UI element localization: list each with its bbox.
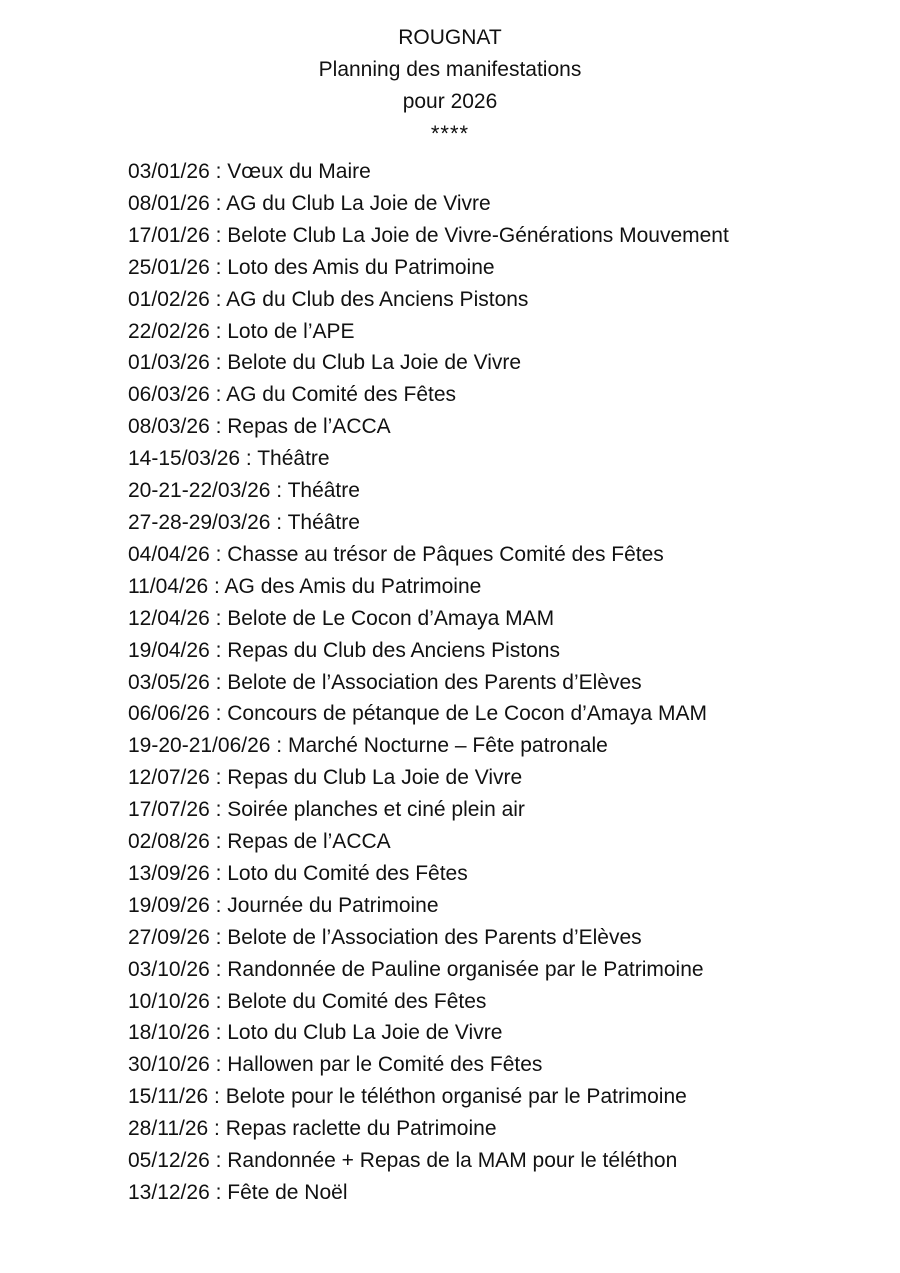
event-item: 13/09/26 : Loto du Comité des Fêtes xyxy=(128,861,468,885)
event-item: 28/11/26 : Repas raclette du Patrimoine xyxy=(128,1117,497,1141)
event-item: 03/05/26 : Belote de l’Association des Parents d’Elèves xyxy=(128,670,642,694)
event-item: 15/11/26 : Belote pour le téléthon organisé par le Patrimoine xyxy=(128,1085,687,1109)
event-item: 11/04/26 : AG des Amis du Patrimoine xyxy=(128,574,482,598)
event-item: 22/02/26 : Loto de l’APE xyxy=(128,319,355,343)
event-item: 12/07/26 : Repas du Club La Joie de Vivre xyxy=(128,766,523,790)
town-name: ROUGNAT xyxy=(398,26,502,49)
event-item: 10/10/26 : Belote du Comité des Fêtes xyxy=(128,989,487,1013)
document-header xyxy=(0,22,900,150)
event-item: 18/10/26 : Loto du Club La Joie de Vivre xyxy=(128,1021,503,1045)
event-item: 04/04/26 : Chasse au trésor de Pâques Comité des Fêtes xyxy=(128,542,664,566)
event-item: 01/03/26 : Belote du Club La Joie de Vivre xyxy=(128,351,522,375)
event-item: 08/01/26 : AG du Club La Joie de Vivre xyxy=(128,191,491,215)
event-list xyxy=(128,156,729,1209)
document-year: pour 2026 xyxy=(402,90,498,113)
event-item: 19-20-21/06/26 : Marché Nocturne – Fête patronale xyxy=(128,734,608,758)
event-item: 20-21-22/03/26 : Théâtre xyxy=(128,479,360,503)
event-item: 27-28-29/03/26 : Théâtre xyxy=(128,510,360,534)
event-item: 02/08/26 : Repas de l’ACCA xyxy=(128,830,391,854)
event-item: 14-15/03/26 : Théâtre xyxy=(128,447,330,471)
event-item: 17/07/26 : Soirée planches et ciné plein air xyxy=(128,798,525,822)
event-item: 19/09/26 : Journée du Patrimoine xyxy=(128,893,439,917)
event-item: 19/04/26 : Repas du Club des Anciens Pistons xyxy=(128,638,560,662)
event-item: 13/12/26 : Fête de Noël xyxy=(128,1181,348,1204)
document-title: Planning des manifestations xyxy=(318,58,582,81)
event-item: 12/04/26 : Belote de Le Cocon d’Amaya MAM xyxy=(128,606,555,630)
event-item: 25/01/26 : Loto des Amis du Patrimoine xyxy=(128,255,495,279)
stars-separator: **** xyxy=(430,121,470,146)
event-item: 06/03/26 : AG du Comité des Fêtes xyxy=(128,383,457,407)
event-item: 01/02/26 : AG du Club des Anciens Pistons xyxy=(128,287,529,311)
event-item: 08/03/26 : Repas de l’ACCA xyxy=(128,415,391,439)
event-item: 27/09/26 : Belote de l’Association des Parents d’Elèves xyxy=(128,925,642,949)
event-item: 17/01/26 : Belote Club La Joie de Vivre-Générations Mouvement xyxy=(128,223,729,247)
event-item: 30/10/26 : Hallowen par le Comité des Fêtes xyxy=(128,1053,543,1077)
event-item: 03/01/26 : Vœux du Maire xyxy=(128,160,371,183)
event-item: 06/06/26 : Concours de pétanque de Le Cocon d’Amaya MAM xyxy=(128,702,708,726)
event-item: 05/12/26 : Randonnée + Repas de la MAM pour le téléthon xyxy=(128,1149,678,1173)
event-item: 03/10/26 : Randonnée de Pauline organisée par le Patrimoine xyxy=(128,957,704,981)
